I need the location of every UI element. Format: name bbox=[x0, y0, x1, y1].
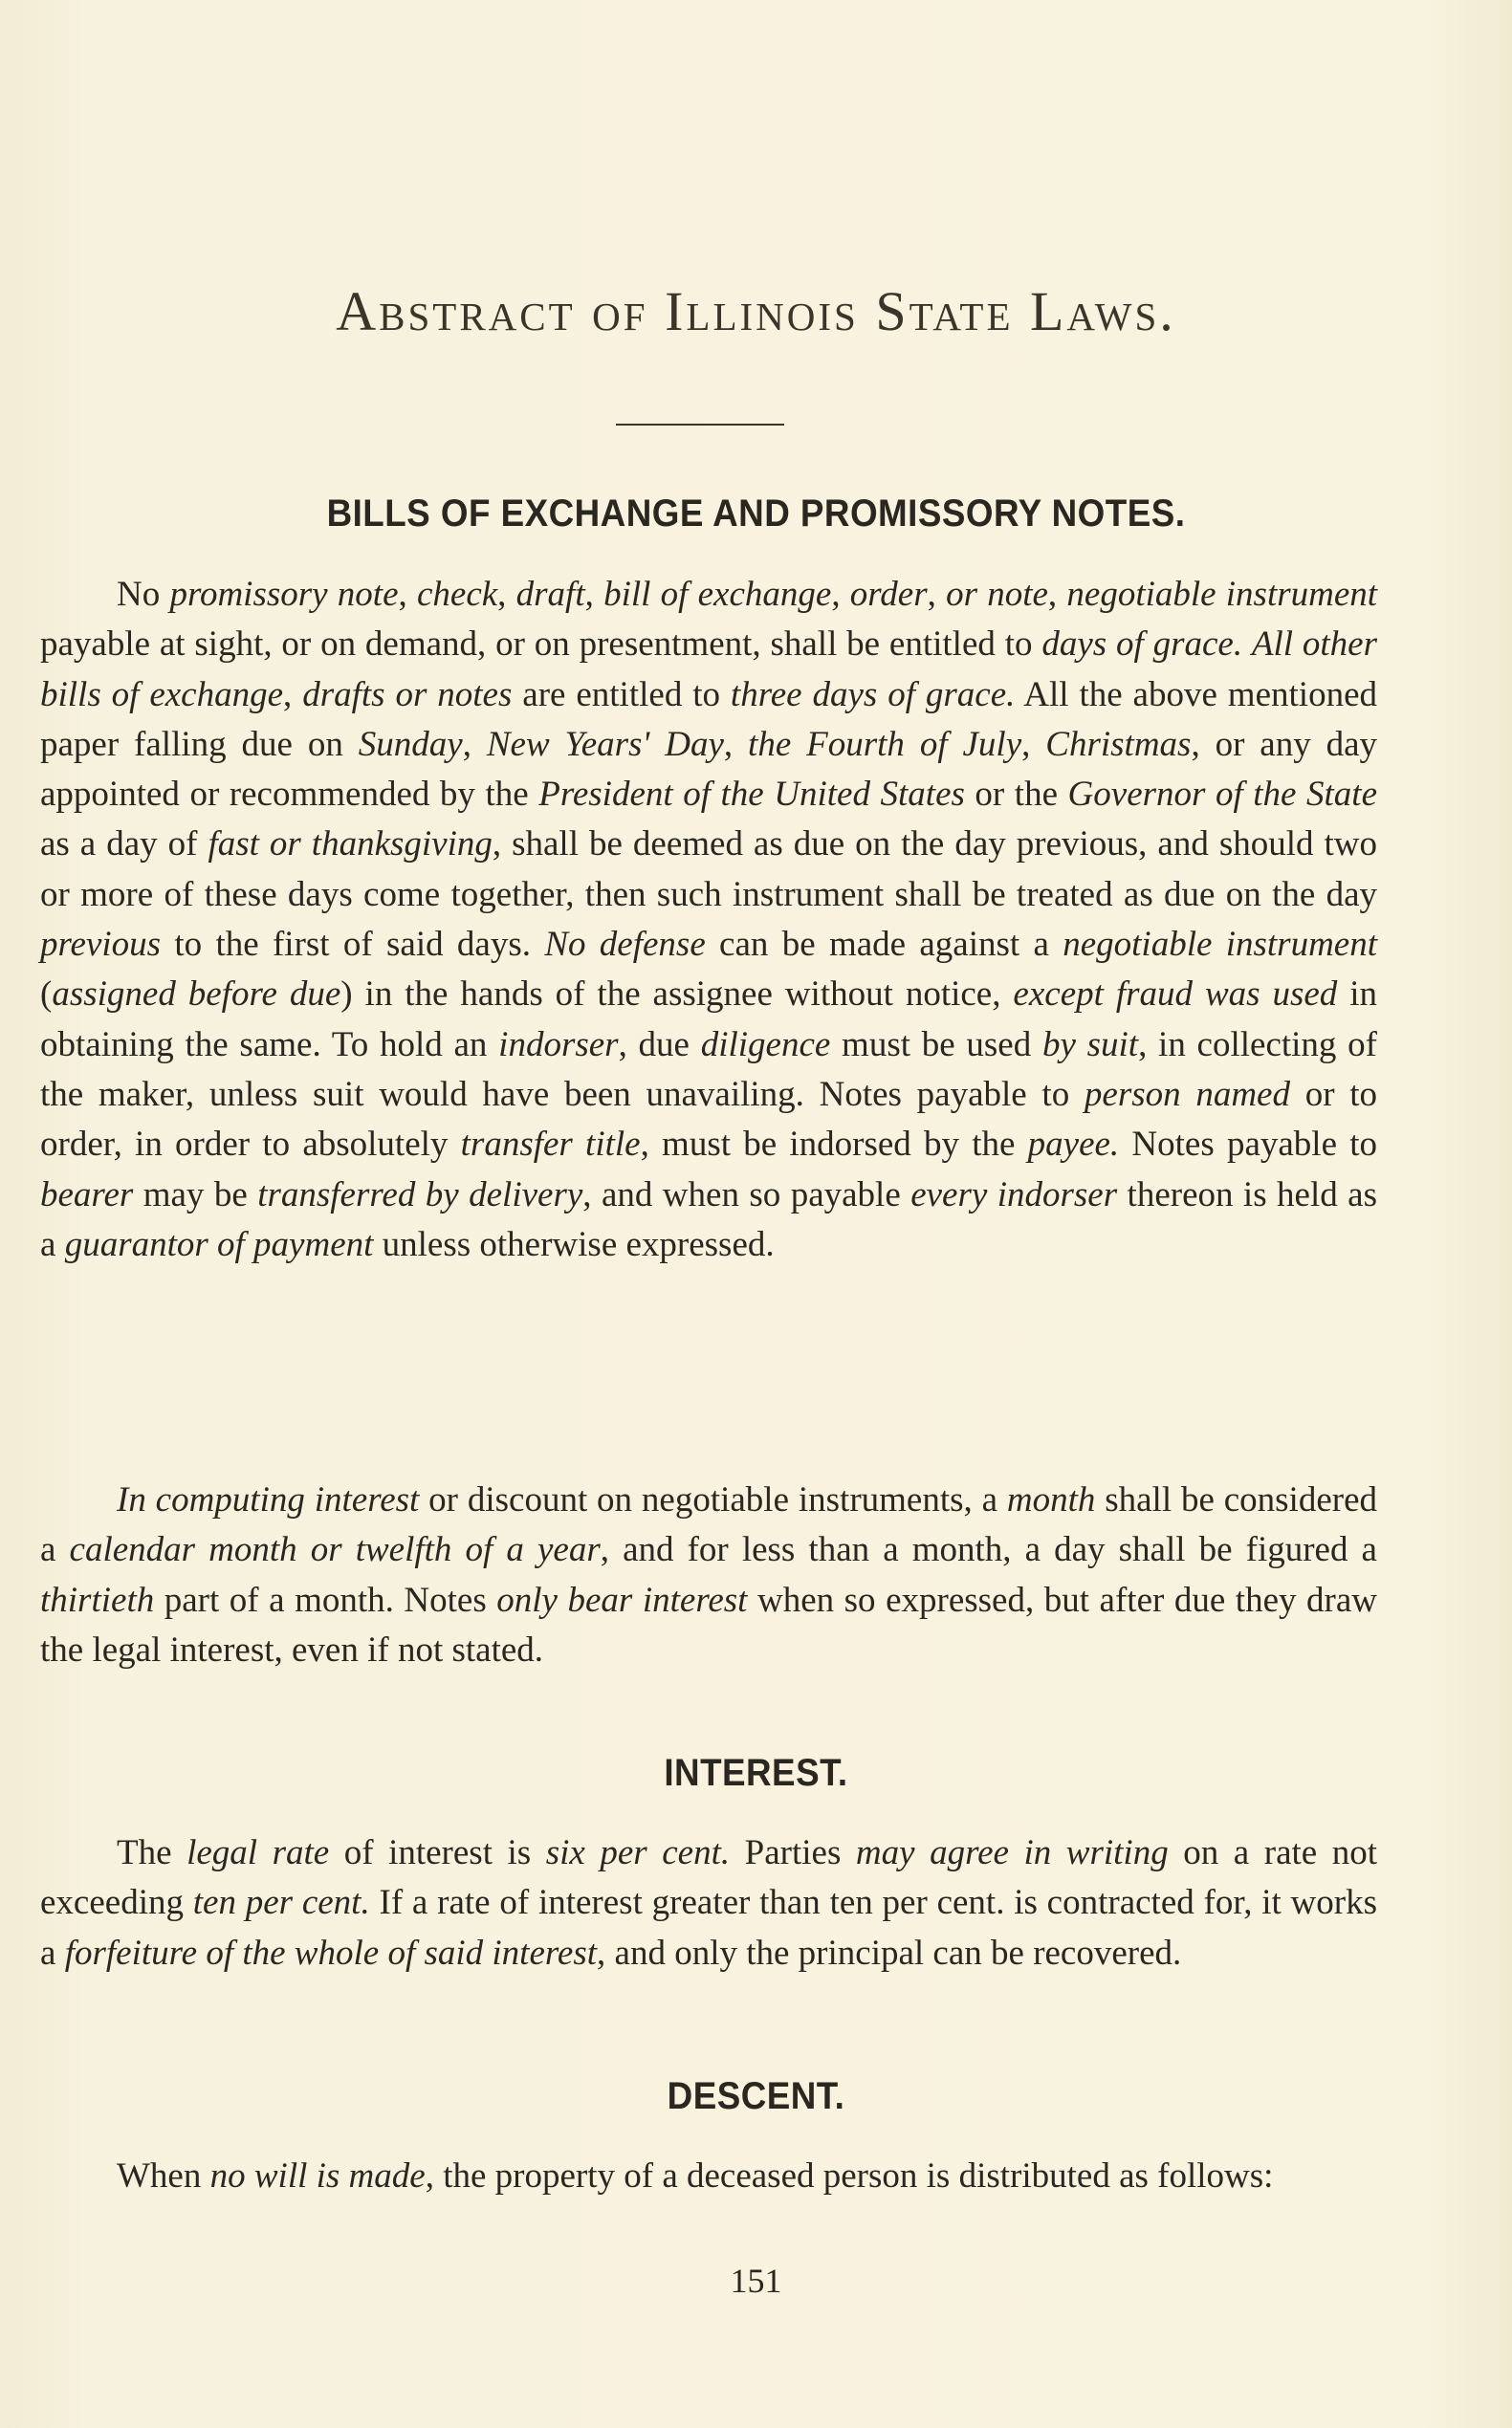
text-run: , or any day appointed or recommended by the bbox=[40, 724, 1378, 815]
italic-text-run: thirtieth bbox=[40, 1580, 155, 1620]
italic-text-run: forfeiture of the whole of said interest bbox=[64, 1933, 598, 1973]
text-run: If a rate of interest greater than ten per cent. is contracted for, it works a bbox=[40, 1883, 1377, 1973]
italic-text-run: negotiable instrument bbox=[1063, 925, 1378, 965]
italic-text-run: assigned before due bbox=[52, 974, 341, 1015]
text-run: Parties bbox=[730, 1833, 856, 1872]
italic-text-run: check bbox=[416, 575, 498, 614]
italic-text-run: promissory note bbox=[169, 575, 399, 614]
text-run: part of a month. Notes bbox=[154, 1580, 497, 1620]
italic-text-run: legal rate bbox=[186, 1833, 330, 1872]
italic-text-run: diligence bbox=[700, 1024, 831, 1064]
italic-text-run: three days of grace. bbox=[730, 674, 1016, 714]
italic-text-run: transferred by delivery bbox=[257, 1174, 583, 1214]
text-run: to the first of said days. bbox=[161, 925, 545, 965]
italic-text-run: New Years' Day bbox=[486, 724, 724, 764]
italic-text-run: order bbox=[849, 575, 928, 614]
italic-text-run: ten per cent. bbox=[192, 1883, 370, 1923]
text-run: are entitled to bbox=[512, 674, 731, 714]
italic-text-run: person named bbox=[1084, 1074, 1290, 1114]
italic-text-run: payee. bbox=[1027, 1125, 1120, 1165]
italic-text-run: every indorser bbox=[910, 1174, 1118, 1214]
italic-text-run: Sunday bbox=[358, 724, 463, 764]
text-run: , and only the principal can be recovered. bbox=[597, 1933, 1182, 1973]
text-run: , must be indorsed by the bbox=[640, 1125, 1028, 1165]
page-title: Abstract of Illinois State Laws. bbox=[336, 280, 1176, 342]
text-run: of interest is bbox=[329, 1833, 546, 1872]
italic-text-run: six per cent. bbox=[545, 1833, 731, 1872]
italic-text-run: guarantor of payment bbox=[64, 1224, 374, 1264]
text-run: shall be considered a bbox=[40, 1480, 1377, 1570]
text-run: No bbox=[117, 575, 170, 614]
text-run: The bbox=[117, 1833, 187, 1872]
text-run: may be bbox=[133, 1174, 258, 1214]
italic-text-run: month bbox=[1006, 1480, 1096, 1520]
text-run: or discount on negotiable instruments, a bbox=[419, 1480, 1007, 1520]
text-run: , bbox=[497, 575, 516, 614]
page-number: 151 bbox=[730, 2262, 782, 2300]
italic-text-run: No defense bbox=[544, 925, 706, 965]
italic-text-run: may agree in writing bbox=[855, 1833, 1169, 1872]
text-run: ) in the hands of the assignee without notice, bbox=[340, 974, 1014, 1015]
italic-text-run: bearer bbox=[40, 1174, 134, 1214]
title-divider bbox=[616, 424, 784, 426]
text-run: All the above mentioned paper falling due on bbox=[40, 674, 1377, 764]
italic-text-run: the Fourth of July bbox=[748, 724, 1022, 764]
italic-text-run: days of grace. bbox=[1041, 624, 1243, 665]
text-run: can be made against a bbox=[705, 925, 1063, 965]
text-run: when so expressed, but after due they draw the legal interest, even if not stated. bbox=[40, 1580, 1377, 1670]
text-run: , bbox=[398, 575, 417, 614]
italic-text-run: All other bills of exchange bbox=[40, 624, 1377, 714]
text-run: , bbox=[1047, 575, 1067, 614]
text-run: payable at sight, or on demand, or on presentment, shall be entitled to bbox=[40, 624, 1042, 665]
text-run: , bbox=[723, 724, 749, 764]
section-heading-bills: BILLS OF EXCHANGE AND PROMISSORY NOTES. bbox=[326, 492, 1186, 535]
text-run: , shall be deemed as due on the day previous, and should two or more of these days come together, then such instrument shall be treated as due on the day bbox=[40, 824, 1377, 914]
text-run: unless otherwise expressed. bbox=[373, 1224, 775, 1264]
text-run: ( bbox=[40, 974, 53, 1015]
text-run: , bbox=[1021, 724, 1046, 764]
text-run: or the bbox=[964, 775, 1068, 815]
text-run: , bbox=[831, 575, 850, 614]
italic-text-run: Christmas bbox=[1045, 724, 1192, 764]
italic-text-run: except fraud was used bbox=[1013, 974, 1338, 1015]
section-heading-interest: INTEREST. bbox=[664, 1752, 848, 1794]
interest-paragraph-1 bbox=[40, 1828, 1377, 1979]
text-run: on a rate not exceeding bbox=[40, 1833, 1378, 1923]
italic-text-run: Governor of the State bbox=[1067, 775, 1378, 815]
italic-text-run: only bear interest bbox=[496, 1580, 748, 1620]
text-run: When bbox=[117, 2156, 210, 2196]
italic-text-run: or note bbox=[946, 575, 1048, 614]
text-run: must be used bbox=[830, 1024, 1042, 1064]
bills-paragraph-1 bbox=[40, 570, 1377, 1270]
italic-text-run: calendar month or twelfth of a year bbox=[69, 1530, 601, 1570]
italic-text-run: draft bbox=[515, 575, 585, 614]
text-run: , bbox=[462, 724, 487, 764]
italic-text-run: bill of exchange bbox=[603, 575, 832, 614]
text-run: as a day of bbox=[40, 824, 208, 864]
text-run: , bbox=[584, 575, 604, 614]
bills-paragraph-2 bbox=[40, 1476, 1377, 1675]
text-run: , the property of a deceased person is distributed as follows: bbox=[425, 2156, 1274, 2196]
italic-text-run: In computing interest bbox=[117, 1480, 420, 1520]
text-run: , bbox=[283, 674, 303, 714]
text-run: Notes payable to bbox=[1119, 1125, 1377, 1165]
italic-text-run: by suit bbox=[1041, 1024, 1139, 1064]
descent-paragraph-1 bbox=[40, 2152, 1377, 2201]
italic-text-run: negotiable instrument bbox=[1066, 575, 1378, 614]
italic-text-run: no will is made bbox=[209, 2156, 426, 2196]
text-run: , bbox=[927, 575, 947, 614]
text-run: , and when so payable bbox=[582, 1174, 911, 1214]
text-run: , and for less than a month, a day shall be figured a bbox=[600, 1530, 1377, 1570]
italic-text-run: fast or thanksgiving bbox=[208, 824, 493, 864]
text-run: in obtaining the same. To hold an bbox=[40, 974, 1377, 1064]
text-run: , due bbox=[618, 1024, 701, 1064]
italic-text-run: transfer title bbox=[460, 1125, 641, 1165]
italic-text-run: drafts or notes bbox=[302, 674, 513, 714]
text-run: or to order, in order to absolutely bbox=[40, 1074, 1377, 1165]
section-heading-descent: DESCENT. bbox=[667, 2075, 845, 2117]
text-run: thereon is held as a bbox=[40, 1174, 1377, 1264]
text-run bbox=[1242, 624, 1252, 664]
italic-text-run: previous bbox=[40, 925, 162, 965]
italic-text-run: President of the United States bbox=[538, 775, 965, 815]
italic-text-run: indorser bbox=[498, 1024, 619, 1064]
text-run: , in collecting of the maker, unless suit would have been unavailing. Notes payable to bbox=[40, 1024, 1377, 1114]
